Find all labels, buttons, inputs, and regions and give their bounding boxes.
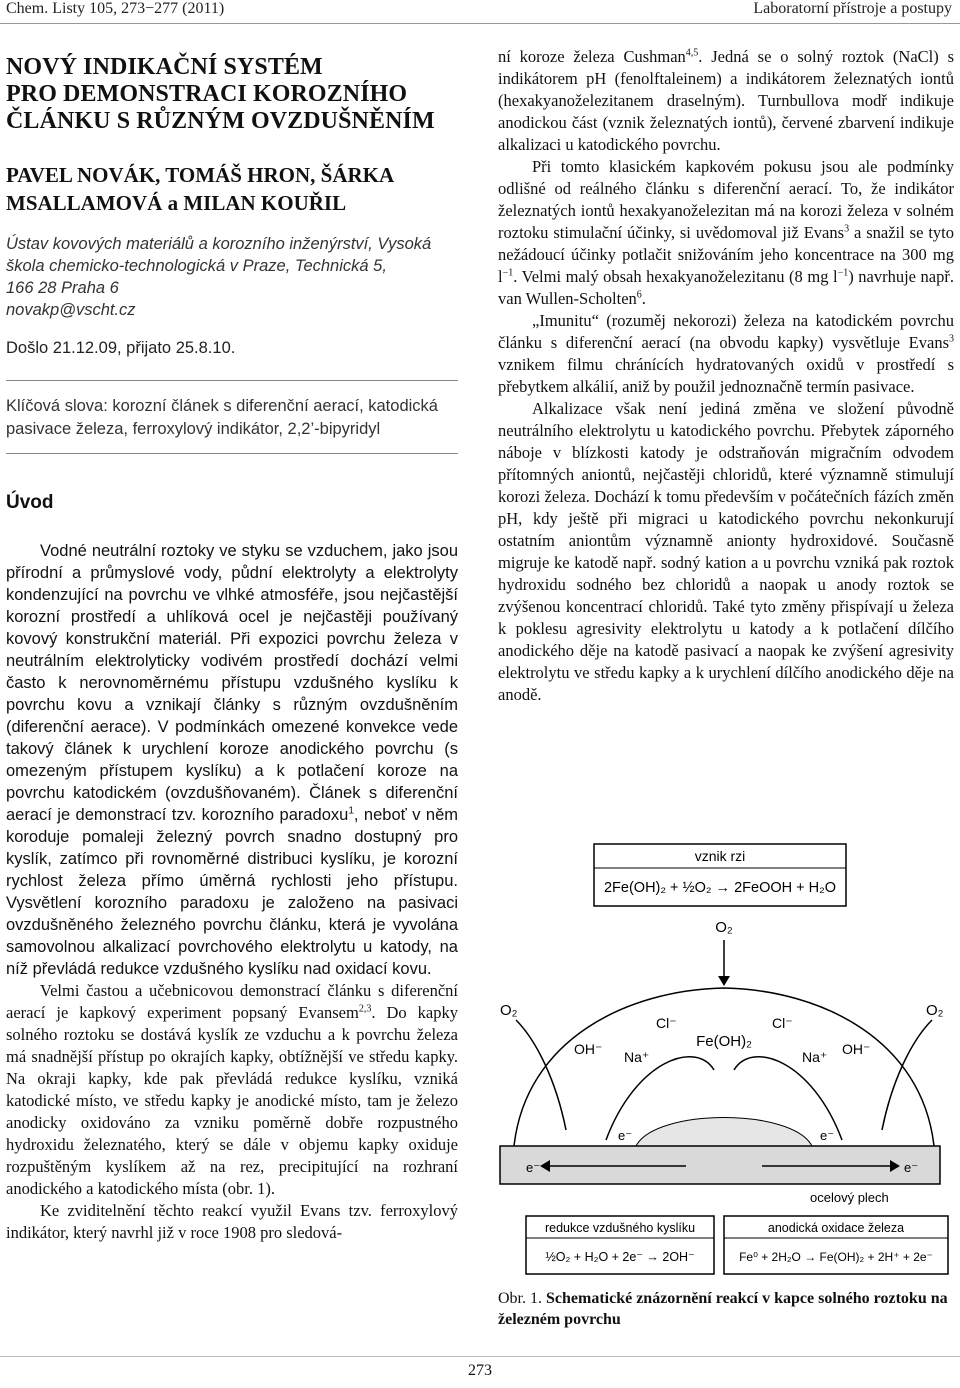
footer-divider xyxy=(0,1356,960,1357)
cathode-box-equation: ½O₂ + H₂O + 2e⁻ → 2OH⁻ xyxy=(545,1250,695,1264)
caption-label: Obr. 1. xyxy=(498,1290,542,1307)
paragraph-text: . Velmi malý obsah hexakyanoželezitanu (8 mg l xyxy=(513,267,838,286)
chloride-label-left: Cl⁻ xyxy=(656,1015,677,1031)
affiliation-line: škola chemicko-technologická v Praze, Technická 5, xyxy=(6,257,387,275)
paragraph-text: a snažil se tyto nežádoucí účinky potlačit snižováním jeho koncentrace na 300 mg l xyxy=(498,223,954,286)
body-paragraph xyxy=(6,540,458,980)
anode-box-title: anodická oxidace železa xyxy=(767,1221,905,1235)
header-divider xyxy=(0,23,960,24)
title-line: PRO DEMONSTRACI KOROZNÍHO xyxy=(6,81,408,107)
figure-caption xyxy=(498,1288,948,1330)
electron-label: e⁻ xyxy=(904,1160,919,1175)
article-title xyxy=(6,54,458,135)
left-column xyxy=(6,50,458,1244)
paragraph-text: Vodné neutrální roztoky ve styku se vzduchem, jako jsou přírodní a průmyslové vody, půdní elektrolyty a elektrolyty kondenzující na povrchu ve vlhké atmosféře, jsou nejčastější korozní prostředí a uhlíková ocel je nejčastěji používaný kovový konstrukční materiál. xyxy=(6,542,458,648)
citation-ref: 6 xyxy=(636,289,642,301)
arrowhead-icon xyxy=(718,976,730,986)
electron-label: e⁻ xyxy=(820,1128,835,1143)
right-column xyxy=(498,46,954,706)
author-email[interactable]: novakp@vscht.cz xyxy=(6,301,136,319)
paragraph-text: , neboť v něm koroduje pomaleji železný povrch snadno dostupný pro kyslík, zatímco při rovnoměrné distribuci kyslíku, je korozní rychlost železa přímo úměrná rychlosti jeho přístupu. Vysvětlení korozního paradoxu je založeno na pasivaci ovzdušněného železného povrchu článku, která je vyvolána samovolnou alkalizací povrchového elektrolytu u katody, na níž převládá redukce vzdušného kyslíku nad oxidací kovu. xyxy=(6,806,459,978)
body-paragraph: Alkalizace však není jediná změna ve složení původně neutrálního elektrolytu u katodického povrchu. Přebytek záporného náboje v blízkosti katody je odstraňován migračním odvodem přítomných aniontů, nejčastěji chloridů, které významně stimulují korozi železa. Dochází k tomu především v počátečních fázích změn pH, kdy ještě při migraci u katodického povrchu nekonkurují ostatním aniontům významně anionty hydroxidové. Současně migruje ke katodě např. sodný kation a u povrchu vzniká pak roztok hydroxidu sodného bez chloridů a naopak u anody roztok se zvýšenou koncentrací chloridů. Také tyto změny přispívají u železa k poklesu agresivity elektrolytu u katody a k potlačení dílčího anodického děje na katodě pasivací a naopak ke zvýšení agresivity elektrolytu ve středu kapky a k urychlení dílčího anodického děje na anodě. xyxy=(498,399,954,704)
body-paragraph: Při tomto klasickém kapkovém pokusu jsou ale podmínky odlišné od reálného článku s diferenční aerací. To, že indikátor železnatých iontů hexakyanoželezitan má na korozi železa v solném roztoku stimulační účinky, si uvědomoval již Evans$^3$ a snažil se tyto nežádoucí účinky potlačit snižováním jeho koncentrace na 300 mg $l^{-1}$. Velmi malý obsah hexakyanoželezitanu (8 mg $l^{-1}$) navrhuje např. van Wullen-Scholten$^6$. xyxy=(498,157,955,308)
paragraph-text: Při tomto klasickém kapkovém pokusu jsou ale podmínky odlišné od reálného článku s diferenční aerací. To, že indikátor železnatých iontů hexakyanoželezitan má na korozi železa v solném roztoku stimulační účinky, si uvědomoval již Evans xyxy=(498,157,954,242)
figure-droplet-schematic xyxy=(486,840,954,1282)
rust-box-title: vznik rzi xyxy=(694,848,746,864)
steel-plate-label: ocelový plech xyxy=(810,1190,889,1205)
title-line: NOVÝ INDIKAČNÍ SYSTÉM xyxy=(6,54,323,80)
body-paragraph xyxy=(498,46,954,156)
section-heading: Úvod xyxy=(6,492,54,513)
oxygen-label-left: O₂ xyxy=(500,1002,518,1019)
paragraph-text: vznikem filmu chránících hydratovaných oxidů v prostředí s přebytkem alkálií, aniž by použil jednoznačně termín pasivace. xyxy=(498,355,954,396)
paragraph-text: ) navrhuje např. van Wullen-Scholten xyxy=(498,267,955,308)
caption-text: Schematické znázornění reakcí v kapce solného roztoku na železném povrchu xyxy=(498,1290,948,1328)
electron-label: e⁻ xyxy=(618,1128,633,1143)
body-paragraph: Ke zviditelnění těchto reakcí využil Evans tzv. ferroxylový indikátor, který navrhl již v roce 1908 pro sledová- xyxy=(6,1201,458,1242)
oxygen-label-right: O₂ xyxy=(926,1002,944,1019)
citation-ref: 2,3 xyxy=(358,1003,372,1015)
authors-line: MSALLAMOVÁ a MILAN KOUŘIL xyxy=(6,191,347,215)
paragraph-text: . Jedná se o solný roztok (NaCl) s indikátorem pH (fenolftaleinem) a indikátorem železnatých iontů (hexakyanoželezitanem draselným). Turnbullova modř indikuje anodickou část (vznik železnatých iontů), červené zbarvení indikuje alkalizaci u katodického povrchu. xyxy=(498,47,954,154)
authors xyxy=(6,161,458,217)
sodium-label-right: Na⁺ xyxy=(802,1049,828,1065)
sodium-label-left: Na⁺ xyxy=(624,1049,650,1065)
rust-box-equation: 2Fe(OH)₂ + ½O₂ → 2FeOOH + H₂O xyxy=(603,880,837,896)
oxygen-label-top: O₂ xyxy=(715,919,733,936)
cathode-box-title: redukce vzdušného kyslíku xyxy=(544,1221,696,1235)
steel-plate xyxy=(500,1146,940,1184)
paragraph-text: ní koroze železa Cushman xyxy=(498,47,686,66)
citation-ref: 4,5 xyxy=(685,47,699,59)
paragraph-text: „Imunitu“ (rozuměj nekorozi) železa na katodickém povrchu článku s diferenční aerací (na obvodu kapky) vysvětluje Evans xyxy=(498,311,954,352)
running-header-journal: Chem. Listy 105, 273−277 (2011) xyxy=(6,0,225,17)
body-paragraph xyxy=(498,310,954,398)
anode-box-equation: Fe⁰ + 2H₂O → Fe(OH)₂ + 2H⁺ + 2e⁻ xyxy=(739,1250,933,1264)
title-line: ČLÁNKU S RŮZNÝM OVZDUŠNĚNÍM xyxy=(6,108,435,134)
citation-ref: 3 xyxy=(844,223,850,235)
keywords-bottom-rule xyxy=(6,453,458,454)
citation-ref: 3 xyxy=(949,333,954,345)
unit-exponent: −1 xyxy=(837,267,849,279)
unit-exponent: −1 xyxy=(502,267,514,279)
running-header-section: Laboratorní přístroje a postupy xyxy=(753,0,952,17)
paragraph-text: . Do kapky solného roztoku se dostává kyslík ze vzduchu a k povrchu železa má snadnější přístup po okrajích kapky, obtížnější ve středu kapky. Na okraji kapky, kde pak převládá redukce kyslíku, vzniká katodické místo, ve středu kapky je anodické místo, tam je železo anodicky oxidováno za vzniku poměrně dobře rozpustného hydroxidu železnatého, který se dále v objemu kapky oxiduje rozpuštěným kyslíkem až na rez, precipitující na rozhraní anodického a katodického místa (obr. 1). xyxy=(6,1003,458,1198)
citation-ref: 1 xyxy=(348,805,354,817)
affiliation xyxy=(6,233,458,321)
keywords: Klíčová slova: korozní článek s diferenční aerací, katodická pasivace železa, ferroxylový indikátor, 2,2’-bipyridyl xyxy=(6,397,438,438)
affiliation-line: Ústav kovových materiálů a korozního inženýrství, Vysoká xyxy=(6,235,432,253)
paragraph-text: Velmi častou a učebnicovou demonstrací článku s diferenční aerací je kapkový experiment popsaný Evansem xyxy=(6,981,458,1022)
body-paragraph xyxy=(6,980,458,1200)
paragraph-text: Při expozici povrchu železa v neutrálním elektrolyticky vodivém prostředí dochází velmi často k nerovnoměrnému přístupu vzdušného kyslíku k povrchu kovu a vznikají články s různým ovzdušněním (diferenční aerace). V podmínkách omezené konvekce vede takový článek k urychlení koroze anodického povrchu (s omezeným přístupem kyslíku) a k potlačení koroze na povrchu katodickém (ovzdušňovaném). Článek s diferenční aerací je demonstrací tzv. korozního paradoxu xyxy=(6,630,458,824)
chloride-label-right: Cl⁻ xyxy=(772,1015,793,1031)
hydroxide-label-right: OH⁻ xyxy=(842,1041,871,1057)
received-dates: Došlo 21.12.09, přijato 25.8.10. xyxy=(6,339,236,357)
page-number: 273 xyxy=(468,1362,492,1379)
ferrous-hydroxide-label: Fe(OH)₂ xyxy=(696,1033,752,1050)
authors-line: PAVEL NOVÁK, TOMÁŠ HRON, ŠÁRKA xyxy=(6,163,395,187)
hydroxide-label-left: OH⁻ xyxy=(574,1041,603,1057)
electron-label: e⁻ xyxy=(526,1160,541,1175)
affiliation-line: 166 28 Praha 6 xyxy=(6,279,119,297)
